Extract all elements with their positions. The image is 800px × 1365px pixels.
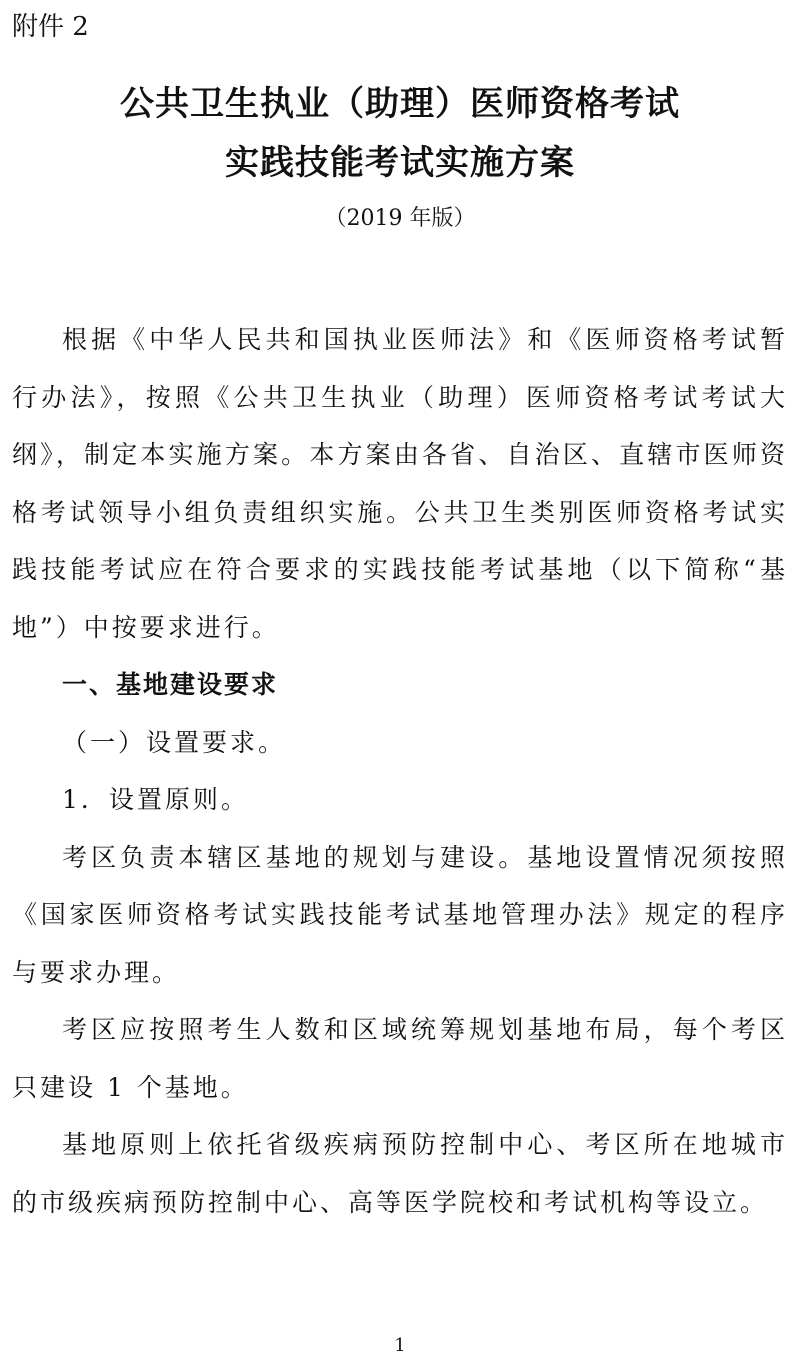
subsection-heading: （一）设置要求。 (62, 727, 287, 757)
body-paragraph: 基地原则上依托省级疾病预防控制中心、考区所在地城市的市级疾病预防控制中心、高等医学院校和考试机构等设立。 (12, 1130, 788, 1217)
document-title-line-2: 实践技能考试实施方案 (225, 143, 575, 183)
item-heading: 1．设置原则。 (62, 785, 249, 814)
document-body (12, 311, 788, 1231)
intro-paragraph: 根据《中华人民共和国执业医师法》和《医师资格考试暂行办法》，按照《公共卫生执业（助理）医师资格考试考试大纲》，制定本实施方案。本方案由各省、自治区、直辖市医师资格考试领导小组负责组织实施。公共卫生类别医师资格考试实践技能考试应在符合要求的实践技能考试基地（以下简称“基地”）中按要求进行。 (12, 325, 788, 642)
edition-label: （2019 年版） (324, 206, 476, 231)
body-paragraph: 考区应按照考生人数和区域统筹规划基地布局，每个考区只建设 1 个基地。 (12, 1015, 788, 1102)
attachment-label: 附件 2 (12, 12, 89, 42)
body-paragraph: 考区负责本辖区基地的规划与建设。基地设置情况须按照《国家医师资格考试实践技能考试基地管理办法》规定的程序与要求办理。 (12, 842, 788, 987)
section-heading: 一、基地建设要求 (62, 670, 279, 699)
document-title-line-1: 公共卫生执业（助理）医师资格考试 (120, 84, 680, 124)
page-number: 1 (394, 1335, 406, 1356)
